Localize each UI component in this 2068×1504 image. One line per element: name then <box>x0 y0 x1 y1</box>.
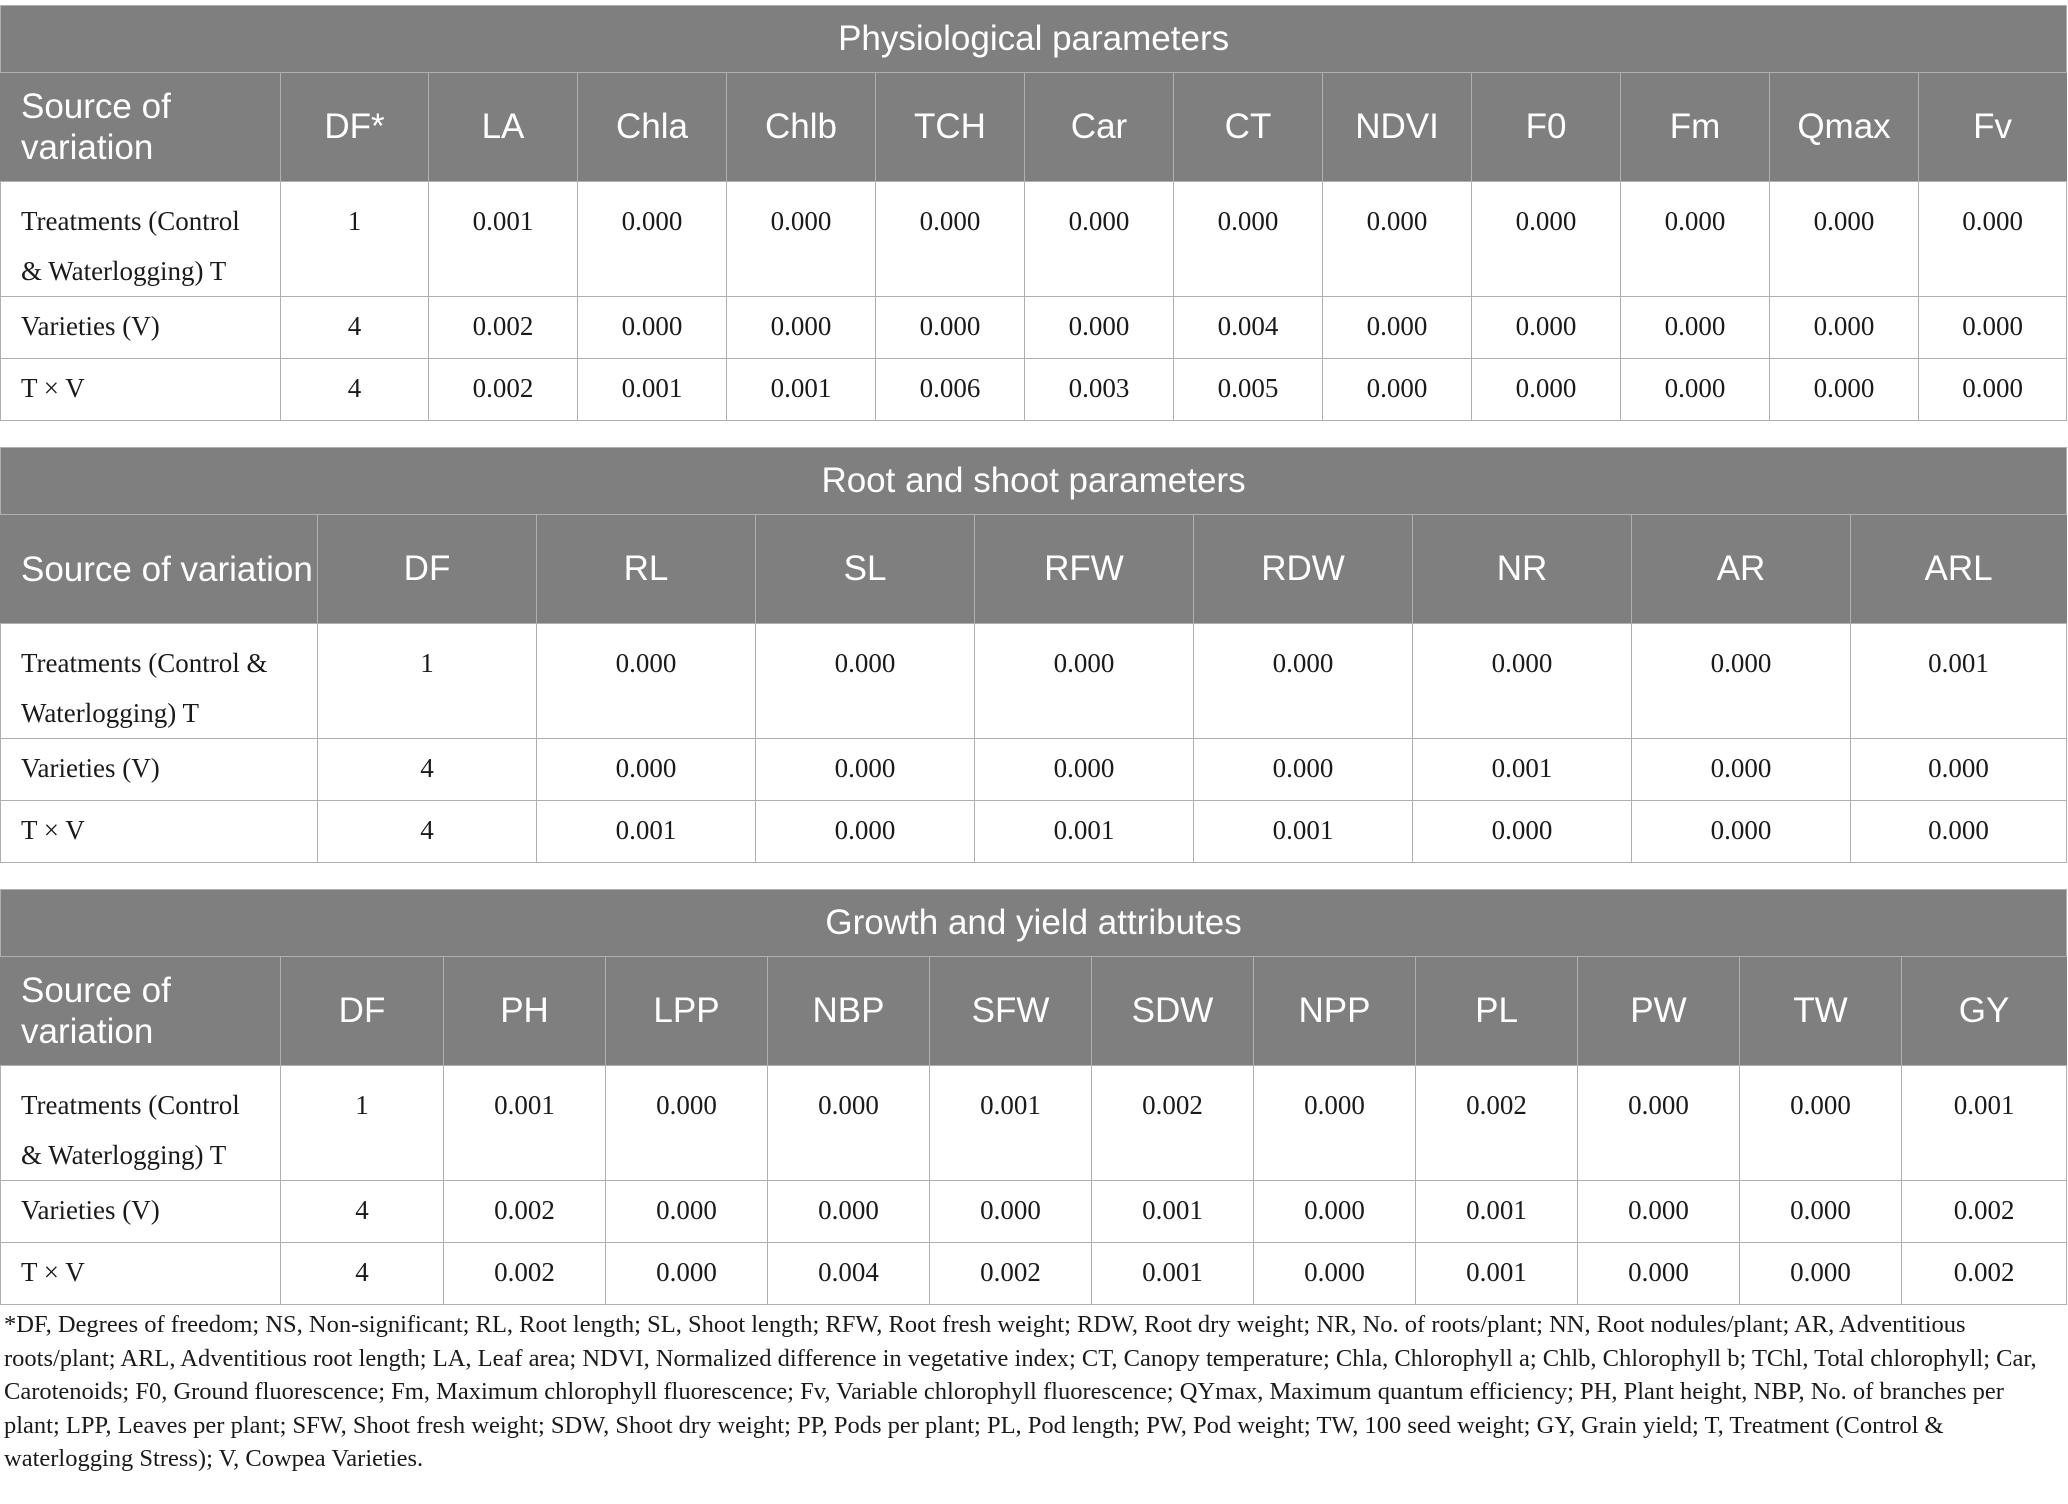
table-cell: 4 <box>281 297 429 359</box>
table-cell: 0.000 <box>1194 739 1413 801</box>
table-cell: 0.002 <box>429 297 578 359</box>
physiological-parameters-table <box>0 5 2067 421</box>
column-header: RDW <box>1194 515 1413 624</box>
column-header: GY <box>1902 957 2067 1066</box>
table-cell: 0.000 <box>1621 182 1770 297</box>
table-cell: 0.000 <box>1025 182 1174 297</box>
column-header-source: Source of variation <box>1 515 318 624</box>
column-header: TCH <box>876 73 1025 182</box>
table-cell: 0.006 <box>876 359 1025 421</box>
table-cell: 0.000 <box>1632 739 1851 801</box>
table-cell: 0.000 <box>1578 1243 1740 1305</box>
table-cell: 0.001 <box>975 801 1194 863</box>
column-header: NPP <box>1254 957 1416 1066</box>
table-cell: 0.000 <box>1770 182 1919 297</box>
table-cell: 0.000 <box>606 1066 768 1181</box>
table-row <box>1 182 2067 297</box>
table-cell: 0.000 <box>1413 801 1632 863</box>
column-header: Qmax <box>1770 73 1919 182</box>
table-cell: 0.001 <box>1851 624 2067 739</box>
table-cell: 0.000 <box>578 182 727 297</box>
table-cell: 0.000 <box>1025 297 1174 359</box>
row-source-cell: Varieties (V) <box>1 297 281 359</box>
column-header: TW <box>1740 957 1902 1066</box>
table-row <box>1 624 2067 739</box>
column-header: LA <box>429 73 578 182</box>
column-header-source: Source of variation <box>1 957 281 1066</box>
table-title: Physiological parameters <box>1 6 2067 73</box>
table-cell: 0.000 <box>537 624 756 739</box>
table-cell: 0.002 <box>429 359 578 421</box>
column-header: Fm <box>1621 73 1770 182</box>
row-source-cell: T × V <box>1 359 281 421</box>
column-header: NDVI <box>1323 73 1472 182</box>
table-cell: 0.000 <box>1472 297 1621 359</box>
table-cell: 4 <box>281 359 429 421</box>
table-cell: 4 <box>281 1181 444 1243</box>
table-cell: 0.000 <box>1770 297 1919 359</box>
table-cell: 0.000 <box>930 1181 1092 1243</box>
table-cell: 0.001 <box>1092 1243 1254 1305</box>
table-cell: 1 <box>281 182 429 297</box>
table-cell: 0.000 <box>1851 739 2067 801</box>
table-cell: 0.000 <box>768 1181 930 1243</box>
table-cell: 0.000 <box>975 739 1194 801</box>
table-cell: 0.001 <box>1413 739 1632 801</box>
table-cell: 0.002 <box>1902 1181 2067 1243</box>
table-cell: 0.000 <box>1194 624 1413 739</box>
table-cell: 0.000 <box>1919 359 2067 421</box>
table-cell: 0.000 <box>1578 1181 1740 1243</box>
table-cell: 0.000 <box>1621 297 1770 359</box>
table-cell: 0.000 <box>1323 297 1472 359</box>
table-cell: 0.000 <box>756 739 975 801</box>
column-header: SFW <box>930 957 1092 1066</box>
table-footnote: *DF, Degrees of freedom; NS, Non-significant; RL, Root length; SL, Shoot length; RFW, Root fresh weight; RDW, Root dry weight; NR, No. of roots/plant; NN, Root nodules/plant; AR, Adventitious roots/plant; ARL, Adventitious root length; LA, Leaf area; NDVI, Normalized difference in vegetative index; CT, Canopy temperature; Chla, Chlorophyll a; Chlb, Chlorophyll b; TChl, Total chlorophyll; Car, Carotenoids; F0, Ground fluorescence; Fm, Maximum chlorophyll fluorescence; Fv, Variable chlorophyll fluorescence; QYmax, Maximum quantum efficiency; PH, Plant height, NBP, No. of branches per plant; LPP, Leaves per plant; SFW, Shoot fresh weight; SDW, Shoot dry weight; PP, Pods per plant; PL, Pod length; PW, Pod weight; TW, 100 seed weight; GY, Grain yield; T, Treatment (Control & waterlogging Stress); V, Cowpea Varieties. <box>4 1311 2037 1472</box>
column-header: DF* <box>281 73 429 182</box>
table-row <box>1 1181 2067 1243</box>
table-cell: 0.000 <box>1740 1066 1902 1181</box>
growth-yield-attributes-table <box>0 889 2067 1305</box>
table-cell: 1 <box>281 1066 444 1181</box>
table-cell: 0.001 <box>537 801 756 863</box>
table-cell: 0.000 <box>1472 182 1621 297</box>
table-cell: 0.000 <box>1740 1243 1902 1305</box>
table-cell: 0.000 <box>876 182 1025 297</box>
table-title: Growth and yield attributes <box>1 890 2067 957</box>
table-cell: 0.000 <box>975 624 1194 739</box>
column-header: PH <box>444 957 606 1066</box>
column-header: RFW <box>975 515 1194 624</box>
table-row <box>1 1066 2067 1181</box>
column-header: PW <box>1578 957 1740 1066</box>
column-header: ARL <box>1851 515 2067 624</box>
table-row <box>1 359 2067 421</box>
table-cell: 0.001 <box>727 359 876 421</box>
table-cell: 0.000 <box>1740 1181 1902 1243</box>
table-cell: 0.002 <box>1416 1066 1578 1181</box>
table-cell: 0.000 <box>1413 624 1632 739</box>
row-source-cell: Treatments (Control & Waterlogging) T <box>1 624 318 739</box>
table-cell: 0.001 <box>1092 1181 1254 1243</box>
table-cell: 1 <box>318 624 537 739</box>
table-row <box>1 739 2067 801</box>
column-header-source: Source of variation <box>1 73 281 182</box>
table-cell: 0.005 <box>1174 359 1323 421</box>
table-cell: 0.000 <box>606 1243 768 1305</box>
table-cell: 0.002 <box>1902 1243 2067 1305</box>
table-cell: 0.000 <box>1323 182 1472 297</box>
table-cell: 0.000 <box>1323 359 1472 421</box>
table-cell: 0.001 <box>578 359 727 421</box>
row-source-cell: T × V <box>1 801 318 863</box>
table-cell: 0.000 <box>578 297 727 359</box>
table-cell: 0.000 <box>1770 359 1919 421</box>
column-header: LPP <box>606 957 768 1066</box>
row-source-cell: Varieties (V) <box>1 1181 281 1243</box>
row-source-cell: T × V <box>1 1243 281 1305</box>
table-cell: 0.000 <box>1254 1243 1416 1305</box>
table-cell: 0.000 <box>1578 1066 1740 1181</box>
table-cell: 0.001 <box>1416 1181 1578 1243</box>
table-row <box>1 1243 2067 1305</box>
table-cell: 0.001 <box>429 182 578 297</box>
column-header: SL <box>756 515 975 624</box>
table-cell: 0.002 <box>930 1243 1092 1305</box>
table-cell: 0.004 <box>1174 297 1323 359</box>
table-cell: 0.000 <box>1919 182 2067 297</box>
table-title: Root and shoot parameters <box>1 448 2067 515</box>
table-cell: 0.000 <box>727 182 876 297</box>
table-cell: 0.004 <box>768 1243 930 1305</box>
column-header: SDW <box>1092 957 1254 1066</box>
table-cell: 0.002 <box>444 1243 606 1305</box>
table-cell: 0.000 <box>606 1181 768 1243</box>
column-header: DF <box>318 515 537 624</box>
table-row <box>1 297 2067 359</box>
column-header: Chlb <box>727 73 876 182</box>
column-header: Car <box>1025 73 1174 182</box>
table-cell: 0.001 <box>1902 1066 2067 1181</box>
row-source-cell: Treatments (Control & Waterlogging) T <box>1 182 281 297</box>
table-cell: 0.000 <box>1254 1181 1416 1243</box>
table-cell: 0.000 <box>1919 297 2067 359</box>
table-cell: 0.001 <box>1416 1243 1578 1305</box>
column-header: NR <box>1413 515 1632 624</box>
column-header: AR <box>1632 515 1851 624</box>
column-header: RL <box>537 515 756 624</box>
table-cell: 0.000 <box>756 624 975 739</box>
column-header: PL <box>1416 957 1578 1066</box>
column-header: DF <box>281 957 444 1066</box>
row-source-cell: Varieties (V) <box>1 739 318 801</box>
table-cell: 0.002 <box>1092 1066 1254 1181</box>
table-cell: 0.000 <box>727 297 876 359</box>
column-header: F0 <box>1472 73 1621 182</box>
table-cell: 0.001 <box>444 1066 606 1181</box>
table-cell: 0.000 <box>876 297 1025 359</box>
table-cell: 0.001 <box>930 1066 1092 1181</box>
column-header: Fv <box>1919 73 2067 182</box>
table-cell: 0.000 <box>1174 182 1323 297</box>
table-cell: 4 <box>318 801 537 863</box>
table-cell: 0.000 <box>756 801 975 863</box>
table-cell: 4 <box>281 1243 444 1305</box>
table-cell: 0.000 <box>1472 359 1621 421</box>
table-cell: 0.000 <box>1621 359 1770 421</box>
table-cell: 0.000 <box>1254 1066 1416 1181</box>
table-row <box>1 801 2067 863</box>
root-shoot-parameters-table <box>0 447 2067 863</box>
table-cell: 0.000 <box>768 1066 930 1181</box>
table-cell: 0.003 <box>1025 359 1174 421</box>
table-cell: 0.001 <box>1194 801 1413 863</box>
column-header: NBP <box>768 957 930 1066</box>
table-cell: 0.000 <box>537 739 756 801</box>
table-cell: 0.000 <box>1632 801 1851 863</box>
table-cell: 4 <box>318 739 537 801</box>
table-cell: 0.000 <box>1632 624 1851 739</box>
row-source-cell: Treatments (Control & Waterlogging) T <box>1 1066 281 1181</box>
column-header: CT <box>1174 73 1323 182</box>
table-cell: 0.000 <box>1851 801 2067 863</box>
table-cell: 0.002 <box>444 1181 606 1243</box>
column-header: Chla <box>578 73 727 182</box>
